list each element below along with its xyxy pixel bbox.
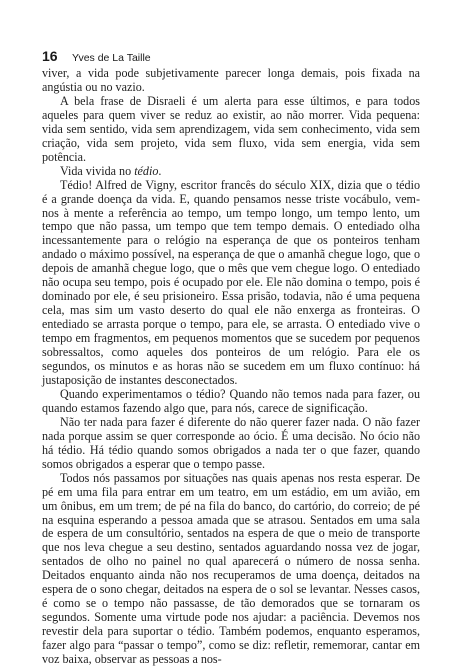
- paragraph-p1: [42, 67, 420, 95]
- paragraph-p3: [42, 165, 420, 179]
- running-head: [42, 48, 151, 66]
- running-head-author: Yves de La Taille: [72, 52, 151, 64]
- text-run: Não ter nada para fazer é diferente do não querer fazer nada. O não fazer nada porque assim se quer corresponde ao ócio. É uma decisão. No ócio não há tédio. Há tédio quando somos obrigados a nada ter o que fazer, quando somos obrigados a esperar que o tempo passe.: [42, 414, 420, 471]
- italic-text-run: tédio: [134, 163, 159, 178]
- paragraph-p4: [42, 179, 420, 388]
- text-run: Todos nós passamos por situações nas quais apenas nos resta esperar. De pé em uma fila para entrar em um teatro, em um estádio, em um avião, em um ônibus, em um trem; de pé na fila do banco, do cartório, do correio; de pé na esquina esperando a pessoa amada que se atrasou. Sentados em uma sala de espera de um consultório, sentados na espera de que o meio de transporte que nos leva chegue a seu destino, sentados aguardando nossa vez de jogar, sentados de olho no painel no qual aparecerá o número de nossa senha. Deitados enquanto ainda não nos recuperamos de uma doença, deitados na espera de o sono chegar, deitados na espera de o sol se levantar. Nesses casos, é como se o tempo não passasse, de tão demorados que se tornaram os segundos. Somente uma virtude pode nos ajudar: a paciência. Devemos nos revestir dela para suportar o tédio. Também podemos, enquanto esperamos, fazer algo para “passar o tempo”, como se diz: refletir, rememorar, cantar em voz baixa, observar as pessoas a nos-: [42, 470, 420, 667]
- paragraph-p5: [42, 388, 420, 416]
- body-text: [42, 67, 420, 667]
- text-run: Vida vivida no: [60, 163, 135, 178]
- page-number: 16: [42, 48, 58, 64]
- text-run: A bela frase de Disraeli é um alerta para esse últimos, e para todos aqueles para quem viver se reduz ao existir, ao não morrer. Vida pequena: vida sem sentido, vida sem aprendizagem, vida sem conhecimento, vida sem criação, vida sem projeto, vida sem fluxo, vida sem energia, vida sem potência.: [42, 93, 420, 164]
- text-run: .: [158, 163, 162, 178]
- text-run: viver, a vida pode subjetivamente parecer longa demais, pois fixada na angústia ou no vazio.: [42, 66, 420, 94]
- paragraph-p7: [42, 472, 420, 667]
- paragraph-p2: [42, 95, 420, 165]
- paragraph-p6: [42, 416, 420, 472]
- text-run: Quando experimentamos o tédio? Quando não temos nada para fazer, ou quando estamos fazendo algo que, para nós, carece de significação.: [42, 386, 420, 415]
- text-run: Tédio! Alfred de Vigny, escritor francês do século XIX, dizia que o tédio é a grande doença da vida. E, quando pensamos nesse triste vocábulo, vem-nos à mente a referência ao tempo, um tempo longo, um tempo lento, um tempo que não passa, um tempo que tem tempo demais. O entediado olha incessantemente para o relógio na esperança de que os ponteiros tenham andado o máximo possível, na esperança de que o amanhã chegue logo, que o depois de amanhã chegue logo, que o mês que vem chegue logo. O entediado não ocupa seu tempo, pois é ocupado por ele. Ele não domina o tempo, pois é dominado por ele, é seu prisioneiro. Essa prisão, todavia, não é uma pequena cela, mas sim um vasto deserto do qual ele não enxerga as fronteiras. O entediado se arrasta porque o tempo, para ele, se arrasta. O entediado vive o tempo em fragmentos, em pequenos momentos que se sucedem por pequenos sobressaltos, como aqueles dos ponteiros de um relógio. Para ele os segundos, os minutos e as horas não se sucedem em um fluxo contínuo: há justaposição de instantes desconectados.: [42, 177, 420, 387]
